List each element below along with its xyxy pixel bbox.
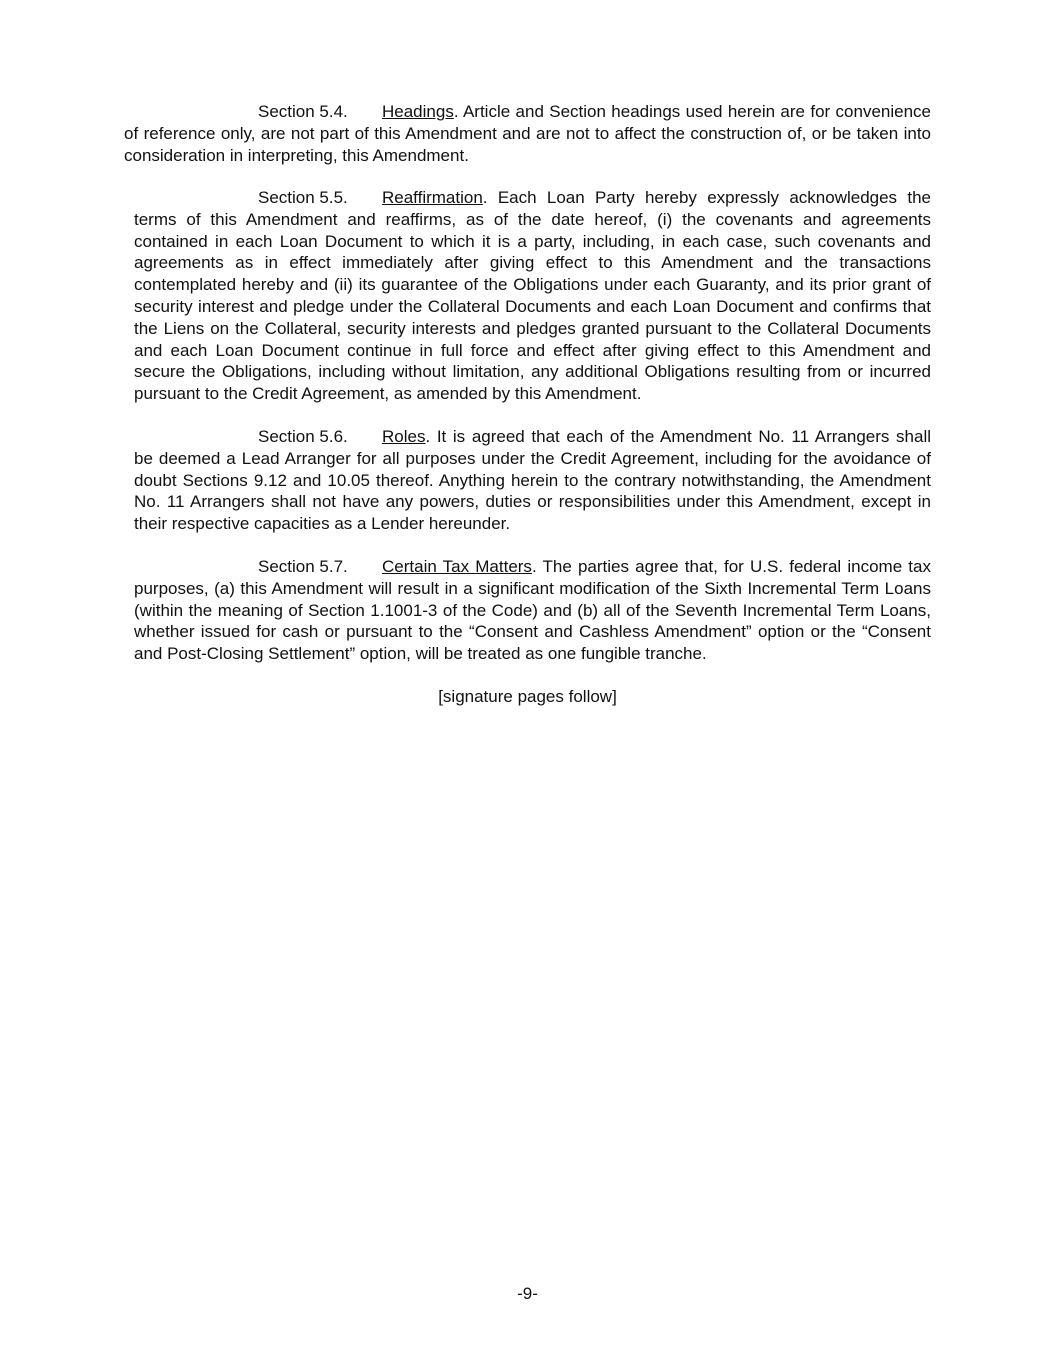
section-body: . The parties agree that, for U.S. federal income tax purposes, (a) this Amendment will result in a significant modification of the Sixth Incremental Term Loans (within the meaning of Section 1.1001-3 of the Code) and (b) all of the Seventh Incremental Term Loans, whether issued for cash or pursuant to the “Consent and Cashless Amendment” option or the “Consent and Post-Closing Settlement” option, will be treated as one fungible tranche. <box>134 557 931 664</box>
section-heading: Headings <box>382 102 454 121</box>
section-number: Section 5.4. <box>258 102 348 121</box>
section-5-6 <box>134 426 931 535</box>
section-body: . It is agreed that each of the Amendment No. 11 Arrangers shall be deemed a Lead Arranger for all purposes under the Credit Agreement, including for the avoidance of doubt Sections 9.12 and 10.05 thereof. Anything herein to the contrary notwithstanding, the Amendment No. 11 Arrangers shall not have any powers, duties or responsibilities under this Amendment, except in their respective capacities as a Lender hereunder. <box>134 427 931 534</box>
section-body: . Article and Section headings used herein are for convenience of reference only, are not part of this Amendment and are not to affect the construction of, or be taken into consideration in interpreting, this Amendment. <box>124 102 931 165</box>
section-heading: Reaffirmation <box>382 188 483 207</box>
section-5-4 <box>124 101 931 166</box>
section-5-7 <box>134 556 931 665</box>
section-number: Section 5.5. <box>258 188 348 207</box>
page-number: -9- <box>517 1284 538 1303</box>
section-heading: Certain Tax Matters <box>382 557 532 576</box>
section-number: Section 5.7. <box>258 557 348 576</box>
section-5-5 <box>134 187 931 405</box>
section-heading: Roles <box>382 427 426 446</box>
section-number: Section 5.6. <box>258 427 348 446</box>
section-body: . Each Loan Party hereby expressly acknowledges the terms of this Amendment and reaffirms, as of the date hereof, (i) the covenants and agreements contained in each Loan Document to which it is a party, including, in each case, such covenants and agreements as in effect immediately after giving effect to this Amendment and the transactions contemplated hereby and (ii) its guarantee of the Obligations under each Guaranty, and its prior grant of security interest and pledge under the Collateral Documents and each Loan Document and confirms that the Liens on the Collateral, security interests and pledges granted pursuant to the Collateral Documents and each Loan Document continue in full force and effect after giving effect to this Amendment and secure the Obligations, including without limitation, any additional Obligations resulting from or incurred pursuant to the Credit Agreement, as amended by this Amendment. <box>134 188 931 404</box>
signature-pages-note: [signature pages follow] <box>438 687 617 706</box>
